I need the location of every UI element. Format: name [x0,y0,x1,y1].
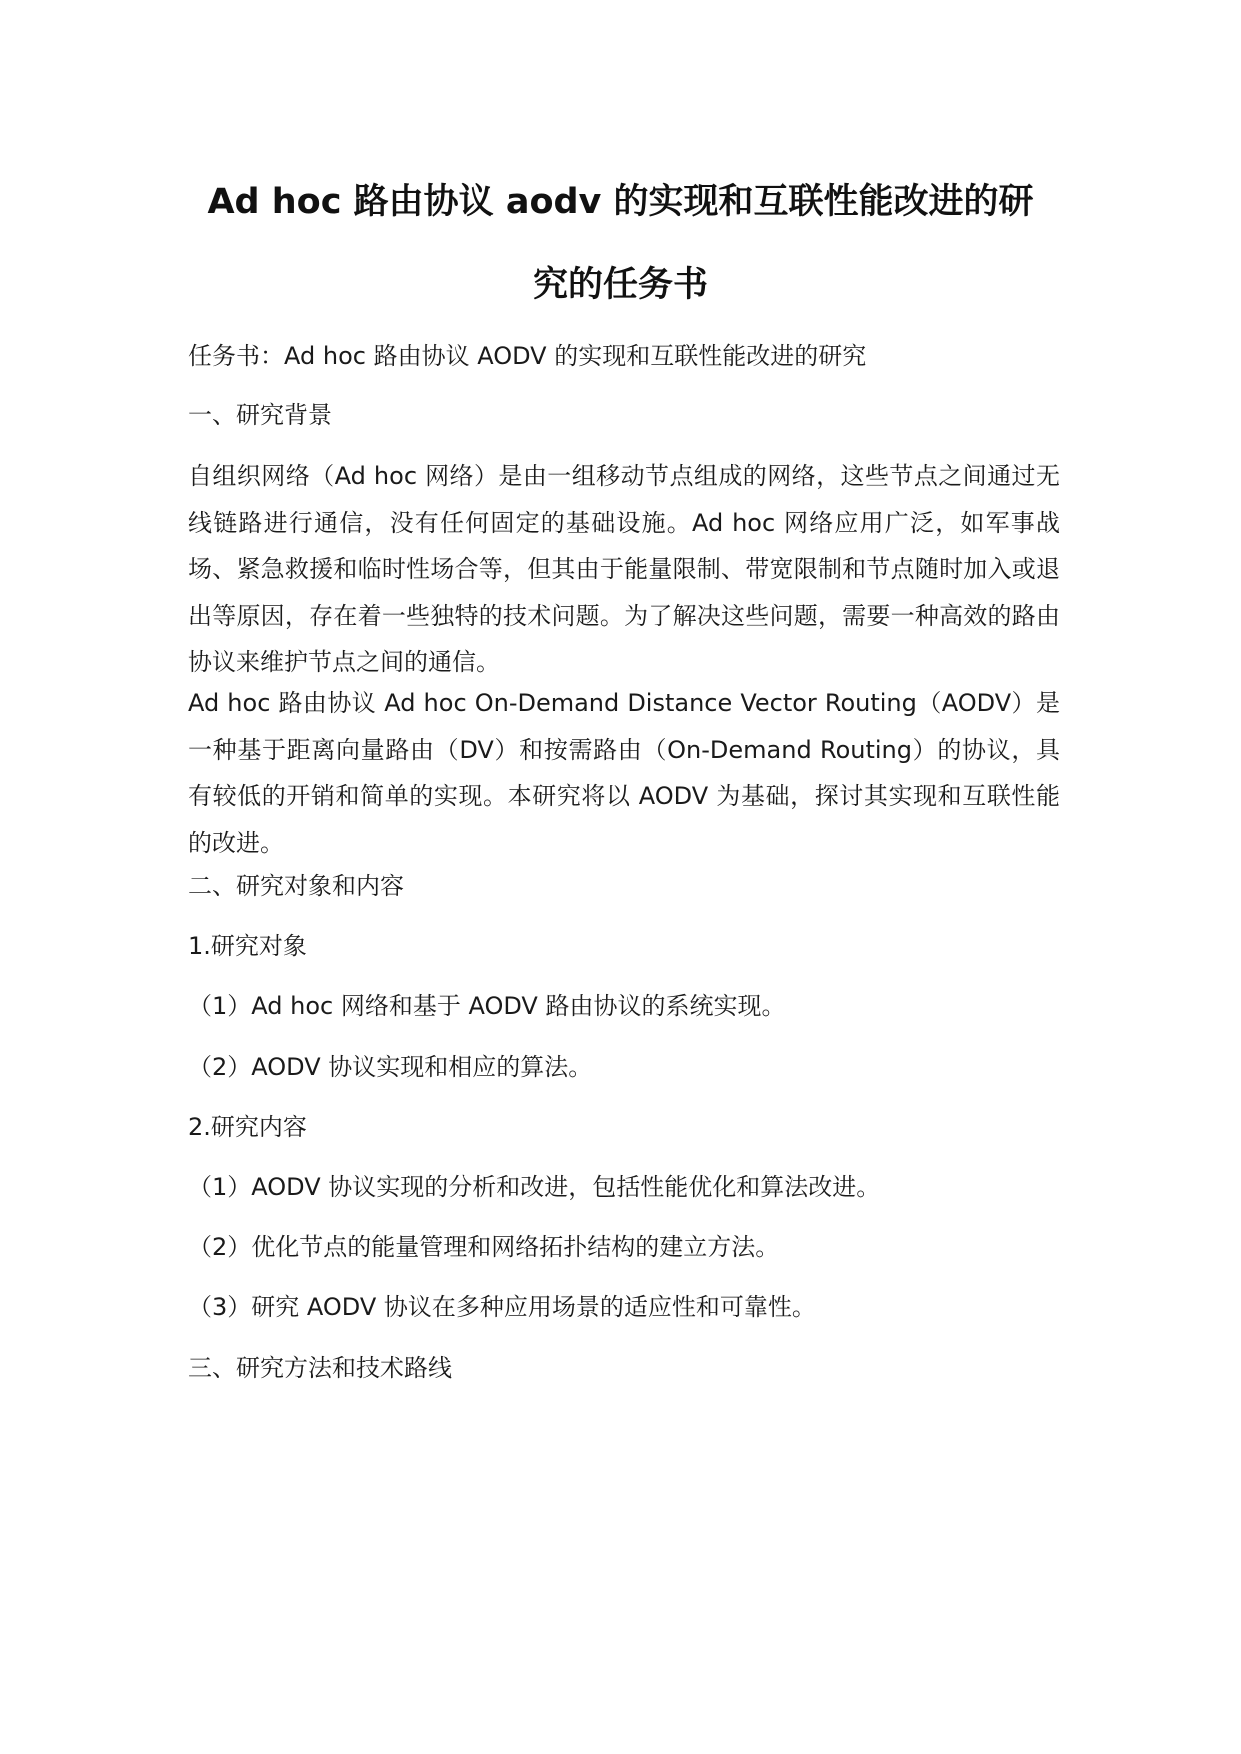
list-item: （3）研究 AODV 协议在多种应用场景的适应性和可靠性。 [188,1293,816,1321]
subsection-heading-objects: 1.研究对象 [188,932,307,960]
section-heading-background: 一、研究背景 [188,401,332,429]
list-item: （1）AODV 协议实现的分析和改进，包括性能优化和算法改进。 [188,1173,881,1201]
task-statement: 任务书：Ad hoc 路由协议 AODV 的实现和互联性能改进的研究 [188,342,867,370]
list-item: （2）优化节点的能量管理和网络拓扑结构的建立方法。 [188,1233,780,1261]
list-item: （2）AODV 协议实现和相应的算法。 [188,1053,593,1081]
background-paragraph-1: 自组织网络（Ad hoc 网络）是由一组移动节点组成的网络，这些节点之间通过无线链路进行通信，没有任何固定的基础设施。Ad hoc 网络应用广泛，如军事战场、紧急救援和临时性场合等，但其由于能量限制、带宽限制和节点随时加入或退出等原因，存在着一些独特的技术问题。为了解决这些问题，需要一种高效的路由协议来维护节点之间的通信。 [188,462,1060,676]
document-title-line-1: Ad hoc 路由协议 aodv 的实现和互联性能改进的研 [207,182,1034,222]
background-paragraph-2: Ad hoc 路由协议 Ad hoc On-Demand Distance Vector Routing（AODV）是一种基于距离向量路由（DV）和按需路由（On-Demand Routing）的协议，具有较低的开销和简单的实现。本研究将以 AODV 为基础，探讨其实现和互联性能的改进。 [188,689,1060,857]
list-item: （1）Ad hoc 网络和基于 AODV 路由协议的系统实现。 [188,992,786,1020]
subsection-heading-content: 2.研究内容 [188,1113,307,1141]
section-heading-objects-content: 二、研究对象和内容 [188,872,404,900]
section-heading-methods: 三、研究方法和技术路线 [188,1354,452,1382]
document-title-line-2: 究的任务书 [532,265,708,305]
